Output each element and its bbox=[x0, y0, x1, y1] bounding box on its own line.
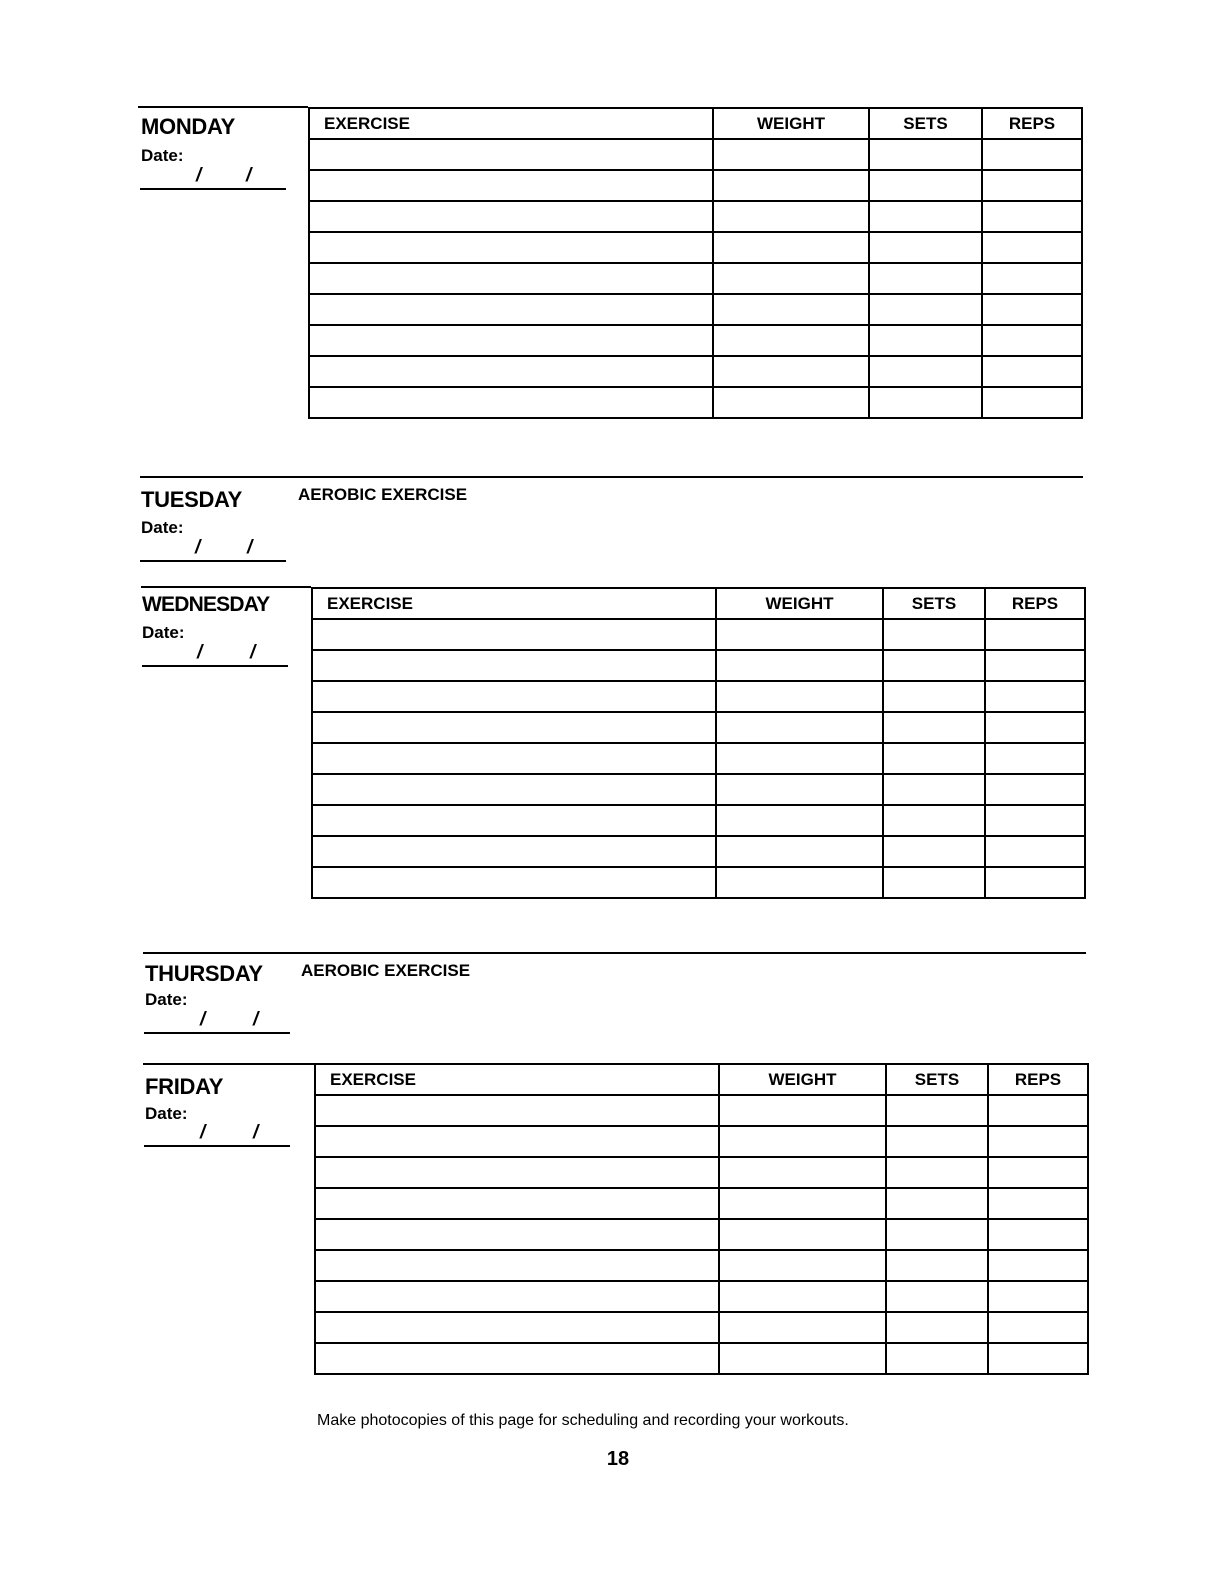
table-header-row bbox=[309, 108, 1082, 139]
sets-header: SETS bbox=[869, 108, 982, 139]
reps-cell[interactable] bbox=[985, 619, 1085, 650]
weight-header: WEIGHT bbox=[713, 108, 869, 139]
table-row bbox=[315, 1343, 1088, 1374]
weight-cell[interactable] bbox=[716, 805, 883, 836]
exercise-cell[interactable] bbox=[312, 805, 716, 836]
sets-cell[interactable] bbox=[869, 232, 982, 263]
weight-cell[interactable] bbox=[719, 1281, 886, 1312]
table-row bbox=[312, 650, 1085, 681]
sets-cell[interactable] bbox=[886, 1250, 988, 1281]
tuesday-date-field[interactable] bbox=[140, 538, 286, 562]
exercise-cell[interactable] bbox=[312, 867, 716, 898]
reps-header: REPS bbox=[982, 108, 1082, 139]
table-row bbox=[309, 387, 1082, 418]
weight-cell[interactable] bbox=[713, 356, 869, 387]
table-header-row bbox=[315, 1064, 1088, 1095]
reps-cell[interactable] bbox=[988, 1188, 1088, 1219]
weight-cell[interactable] bbox=[716, 836, 883, 867]
weight-header: WEIGHT bbox=[716, 588, 883, 619]
table-row bbox=[312, 836, 1085, 867]
sets-cell[interactable] bbox=[883, 712, 985, 743]
reps-cell[interactable] bbox=[985, 681, 1085, 712]
weight-cell[interactable] bbox=[716, 867, 883, 898]
reps-cell[interactable] bbox=[982, 294, 1082, 325]
sets-cell[interactable] bbox=[883, 650, 985, 681]
page-number: 18 bbox=[606, 1448, 630, 1470]
exercise-cell[interactable] bbox=[312, 743, 716, 774]
table-row bbox=[309, 294, 1082, 325]
table-row bbox=[315, 1126, 1088, 1157]
exercise-cell[interactable] bbox=[309, 325, 713, 356]
table-row bbox=[312, 743, 1085, 774]
reps-cell[interactable] bbox=[985, 867, 1085, 898]
tuesday-activity: AEROBIC EXERCISE bbox=[298, 485, 468, 504]
exercise-cell[interactable] bbox=[309, 356, 713, 387]
reps-cell[interactable] bbox=[982, 263, 1082, 294]
table-row bbox=[312, 774, 1085, 805]
reps-cell[interactable] bbox=[982, 325, 1082, 356]
weight-cell[interactable] bbox=[713, 139, 869, 170]
exercise-header: EXERCISE bbox=[309, 108, 713, 139]
sets-cell[interactable] bbox=[886, 1281, 988, 1312]
exercise-cell[interactable] bbox=[315, 1126, 719, 1157]
exercise-cell[interactable] bbox=[309, 263, 713, 294]
tuesday-date-label: Date: bbox=[141, 518, 184, 537]
weight-cell[interactable] bbox=[716, 681, 883, 712]
exercise-cell[interactable] bbox=[312, 712, 716, 743]
wednesday-title: WEDNESDAY bbox=[142, 593, 270, 616]
reps-cell[interactable] bbox=[988, 1126, 1088, 1157]
reps-cell[interactable] bbox=[988, 1250, 1088, 1281]
table-row bbox=[315, 1250, 1088, 1281]
reps-cell[interactable] bbox=[982, 356, 1082, 387]
exercise-header: EXERCISE bbox=[312, 588, 716, 619]
sets-cell[interactable] bbox=[869, 139, 982, 170]
weight-cell[interactable] bbox=[713, 325, 869, 356]
weight-cell[interactable] bbox=[719, 1312, 886, 1343]
thursday-title: THURSDAY bbox=[145, 961, 263, 986]
friday-title: FRIDAY bbox=[145, 1074, 224, 1099]
exercise-cell[interactable] bbox=[309, 387, 713, 418]
friday-date-field[interactable] bbox=[144, 1123, 290, 1147]
reps-cell[interactable] bbox=[988, 1343, 1088, 1374]
weight-cell[interactable] bbox=[713, 201, 869, 232]
sets-header: SETS bbox=[886, 1064, 988, 1095]
reps-cell[interactable] bbox=[982, 170, 1082, 201]
tuesday-title: TUESDAY bbox=[141, 487, 243, 512]
weight-header: WEIGHT bbox=[719, 1064, 886, 1095]
sets-cell[interactable] bbox=[883, 743, 985, 774]
wednesday-date-label: Date: bbox=[142, 623, 185, 642]
sets-cell[interactable] bbox=[886, 1312, 988, 1343]
date-slash: / bbox=[200, 1009, 206, 1030]
table-row bbox=[315, 1188, 1088, 1219]
date-slash: / bbox=[253, 1009, 259, 1030]
thursday-divider bbox=[143, 952, 1086, 954]
sets-cell[interactable] bbox=[886, 1095, 988, 1126]
weight-cell[interactable] bbox=[719, 1157, 886, 1188]
sets-cell[interactable] bbox=[886, 1219, 988, 1250]
exercise-cell[interactable] bbox=[315, 1250, 719, 1281]
weight-cell[interactable] bbox=[716, 743, 883, 774]
reps-cell[interactable] bbox=[988, 1219, 1088, 1250]
sets-cell[interactable] bbox=[869, 170, 982, 201]
table-row bbox=[309, 325, 1082, 356]
table-row bbox=[309, 170, 1082, 201]
wednesday-date-field[interactable] bbox=[142, 643, 288, 667]
sets-cell[interactable] bbox=[883, 774, 985, 805]
exercise-cell[interactable] bbox=[309, 170, 713, 201]
exercise-cell[interactable] bbox=[312, 836, 716, 867]
reps-cell[interactable] bbox=[985, 774, 1085, 805]
exercise-cell[interactable] bbox=[315, 1281, 719, 1312]
sets-cell[interactable] bbox=[883, 836, 985, 867]
footer-note: Make photocopies of this page for scheduling and recording your workouts. bbox=[317, 1412, 849, 1429]
exercise-cell[interactable] bbox=[312, 619, 716, 650]
reps-header: REPS bbox=[985, 588, 1085, 619]
exercise-cell[interactable] bbox=[309, 232, 713, 263]
thursday-date-field[interactable] bbox=[144, 1010, 290, 1034]
friday-date-label: Date: bbox=[145, 1104, 188, 1123]
exercise-cell[interactable] bbox=[312, 774, 716, 805]
weight-cell[interactable] bbox=[713, 294, 869, 325]
reps-cell[interactable] bbox=[988, 1312, 1088, 1343]
monday-date-label: Date: bbox=[141, 146, 184, 165]
table-row bbox=[309, 201, 1082, 232]
weight-cell[interactable] bbox=[719, 1188, 886, 1219]
thursday-activity: AEROBIC EXERCISE bbox=[301, 961, 471, 980]
table-header-row bbox=[312, 588, 1085, 619]
wednesday-workout-table bbox=[311, 587, 1086, 899]
date-slash: / bbox=[196, 165, 202, 186]
table-row bbox=[312, 712, 1085, 743]
monday-title: MONDAY bbox=[141, 114, 235, 139]
table-row bbox=[315, 1281, 1088, 1312]
sets-cell[interactable] bbox=[886, 1188, 988, 1219]
reps-cell[interactable] bbox=[985, 805, 1085, 836]
table-row bbox=[315, 1219, 1088, 1250]
table-row bbox=[309, 263, 1082, 294]
table-row bbox=[312, 867, 1085, 898]
monday-workout-table bbox=[308, 107, 1083, 419]
weight-cell[interactable] bbox=[716, 774, 883, 805]
sets-cell[interactable] bbox=[869, 387, 982, 418]
sets-cell[interactable] bbox=[869, 201, 982, 232]
weight-cell[interactable] bbox=[719, 1219, 886, 1250]
reps-cell[interactable] bbox=[985, 650, 1085, 681]
weight-cell[interactable] bbox=[719, 1126, 886, 1157]
reps-cell[interactable] bbox=[982, 201, 1082, 232]
thursday-date-label: Date: bbox=[145, 990, 188, 1009]
weight-cell[interactable] bbox=[716, 619, 883, 650]
exercise-cell[interactable] bbox=[315, 1157, 719, 1188]
friday-divider bbox=[143, 1063, 314, 1065]
sets-cell[interactable] bbox=[869, 263, 982, 294]
date-slash: / bbox=[200, 1122, 206, 1143]
weight-cell[interactable] bbox=[713, 387, 869, 418]
date-slash: / bbox=[247, 537, 253, 558]
reps-cell[interactable] bbox=[988, 1281, 1088, 1312]
exercise-cell[interactable] bbox=[309, 294, 713, 325]
exercise-cell[interactable] bbox=[315, 1219, 719, 1250]
sets-cell[interactable] bbox=[869, 294, 982, 325]
sets-cell[interactable] bbox=[883, 867, 985, 898]
date-slash: / bbox=[253, 1122, 259, 1143]
exercise-cell[interactable] bbox=[309, 201, 713, 232]
sets-cell[interactable] bbox=[883, 619, 985, 650]
exercise-cell[interactable] bbox=[312, 681, 716, 712]
table-row bbox=[312, 681, 1085, 712]
weight-cell[interactable] bbox=[716, 650, 883, 681]
table-row bbox=[315, 1095, 1088, 1126]
reps-cell[interactable] bbox=[982, 139, 1082, 170]
table-row bbox=[309, 139, 1082, 170]
weight-cell[interactable] bbox=[713, 170, 869, 201]
table-row bbox=[312, 619, 1085, 650]
sets-cell[interactable] bbox=[886, 1126, 988, 1157]
weight-cell[interactable] bbox=[719, 1095, 886, 1126]
reps-cell[interactable] bbox=[982, 387, 1082, 418]
friday-workout-table bbox=[314, 1063, 1089, 1375]
date-slash: / bbox=[195, 537, 201, 558]
table-row bbox=[315, 1312, 1088, 1343]
sets-cell[interactable] bbox=[886, 1157, 988, 1188]
table-row bbox=[315, 1157, 1088, 1188]
date-slash: / bbox=[197, 642, 203, 663]
reps-cell[interactable] bbox=[988, 1095, 1088, 1126]
exercise-cell[interactable] bbox=[315, 1343, 719, 1374]
monday-divider bbox=[138, 106, 308, 108]
date-slash: / bbox=[250, 642, 256, 663]
reps-header: REPS bbox=[988, 1064, 1088, 1095]
weight-cell[interactable] bbox=[713, 232, 869, 263]
weight-cell[interactable] bbox=[713, 263, 869, 294]
sets-header: SETS bbox=[883, 588, 985, 619]
exercise-cell[interactable] bbox=[312, 650, 716, 681]
weight-cell[interactable] bbox=[719, 1343, 886, 1374]
table-row bbox=[312, 805, 1085, 836]
exercise-cell[interactable] bbox=[315, 1095, 719, 1126]
wednesday-divider bbox=[141, 586, 311, 588]
tuesday-divider bbox=[140, 476, 1083, 478]
table-row bbox=[309, 232, 1082, 263]
sets-cell[interactable] bbox=[886, 1343, 988, 1374]
sets-cell[interactable] bbox=[883, 805, 985, 836]
reps-cell[interactable] bbox=[988, 1157, 1088, 1188]
date-slash: / bbox=[246, 165, 252, 186]
exercise-header: EXERCISE bbox=[315, 1064, 719, 1095]
sets-cell[interactable] bbox=[869, 325, 982, 356]
sets-cell[interactable] bbox=[883, 681, 985, 712]
sets-cell[interactable] bbox=[869, 356, 982, 387]
monday-date-field[interactable] bbox=[140, 166, 286, 190]
reps-cell[interactable] bbox=[985, 712, 1085, 743]
reps-cell[interactable] bbox=[985, 836, 1085, 867]
reps-cell[interactable] bbox=[985, 743, 1085, 774]
weight-cell[interactable] bbox=[719, 1250, 886, 1281]
reps-cell[interactable] bbox=[982, 232, 1082, 263]
exercise-cell[interactable] bbox=[315, 1312, 719, 1343]
table-row bbox=[309, 356, 1082, 387]
exercise-cell[interactable] bbox=[309, 139, 713, 170]
exercise-cell[interactable] bbox=[315, 1188, 719, 1219]
weight-cell[interactable] bbox=[716, 712, 883, 743]
